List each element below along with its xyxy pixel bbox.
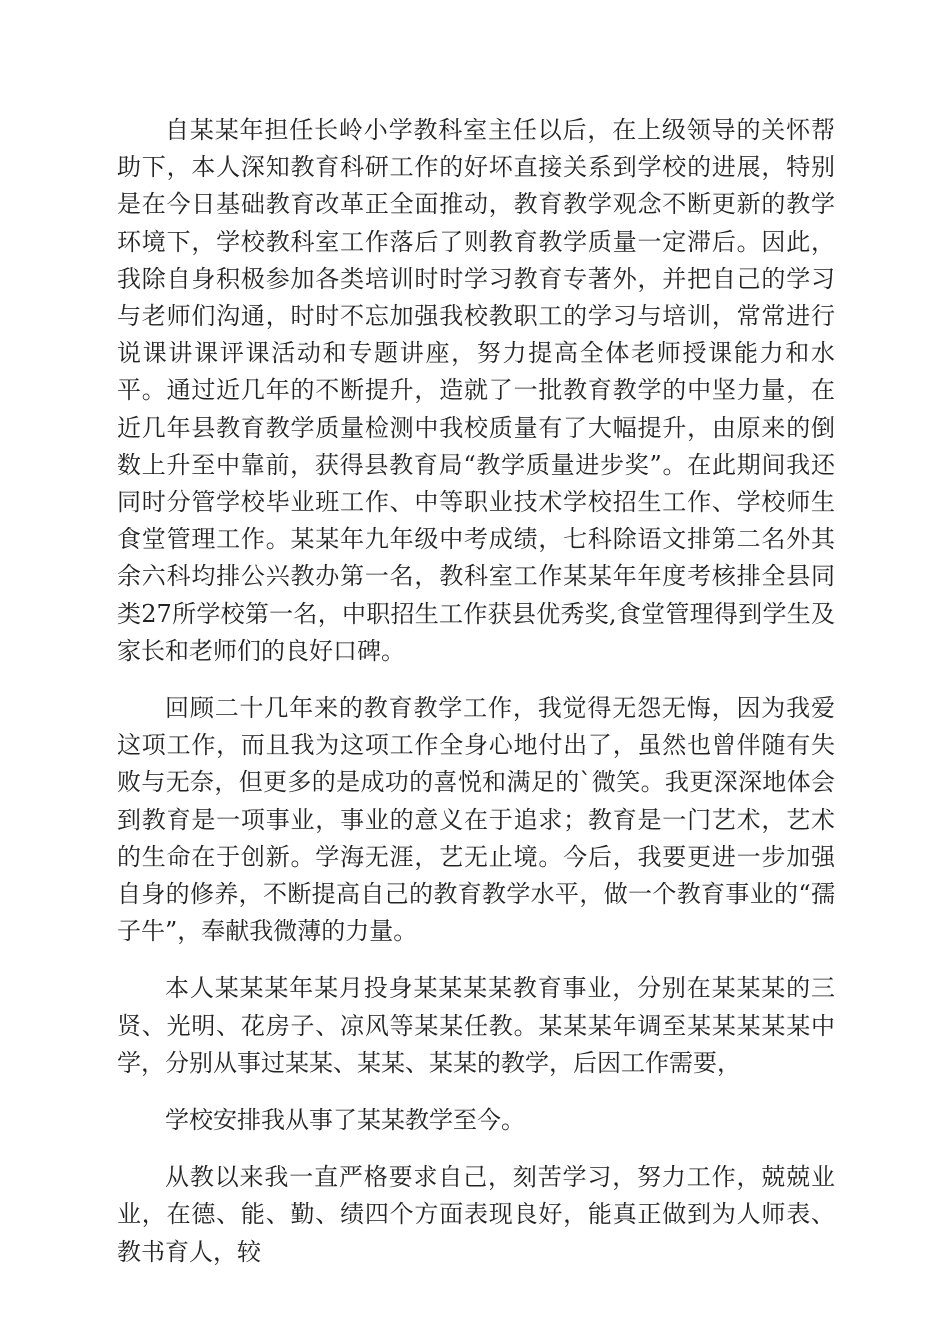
paragraph-5: 从教以来我一直严格要求自己，刻苦学习，努力工作，兢兢业业，在德、能、勤、绩四个方面表现良好，能真正做到为人师表、教书育人，较 xyxy=(117,1163,835,1266)
document-body xyxy=(117,112,835,1291)
paragraph-4: 学校安排我从事了某某教学至今。 xyxy=(165,1106,525,1135)
paragraph-1: 自某某年担任长岭小学教科室主任以后，在上级领导的关怀帮助下，本人深知教育科研工作的好坏直接关系到学校的进展，特别是在今日基础教育改革正全面推动，教育教学观念不断更新的教学环境下，学校教科室工作落后了则教育教学质量一定滞后。因此，我除自身积极参加各类培训时时学习教育专著外，并把自己的学习与老师们沟通，时时不忘加强我校教职工的学习与培训，常常进行说课讲课评课活动和专题讲座，努力提高全体老师授课能力和水平。通过近几年的不断提升，造就了一批教育教学的中坚力量，在近几年县教育教学质量检测中我校质量有了大幅提升，由原来的倒数上升至中靠前，获得县教育局“教学质量进步奖”。在此期间我还同时分管学校毕业班工作、中等职业技术学校招生工作、学校师生食堂管理工作。某某年九年级中考成绩，七科除语文排第二名外其余六科均排公兴教办第一名，教科室工作某某年年度考核排全县同类27所学校第一名，中职招生工作获县优秀奖,食堂管理得到学生及家长和老师们的良好口碑。 xyxy=(117,116,835,665)
paragraph-3: 本人某某某年某月投身某某某某教育事业，分别在某某某的三贤、光明、花房子、凉风等某某任教。某某某年调至某某某某某中学，分别从事过某某、某某、某某的教学，后因工作需要， xyxy=(117,974,835,1077)
paragraph-2: 回顾二十几年来的教育教学工作，我觉得无怨无悔，因为我爱这项工作，而且我为这项工作全身心地付出了，虽然也曾伴随有失败与无奈，但更多的是成功的喜悦和满足的`微笑。我更深深地体会到教育是一项事业，事业的意义在于追求；教育是一门艺术，艺术的生命在于创新。学海无涯，艺无止境。今后，我要更进一步加强自身的修养，不断提高自己的教育教学水平，做一个教育事业的“孺子牛”，奉献我微薄的力量。 xyxy=(117,694,835,946)
